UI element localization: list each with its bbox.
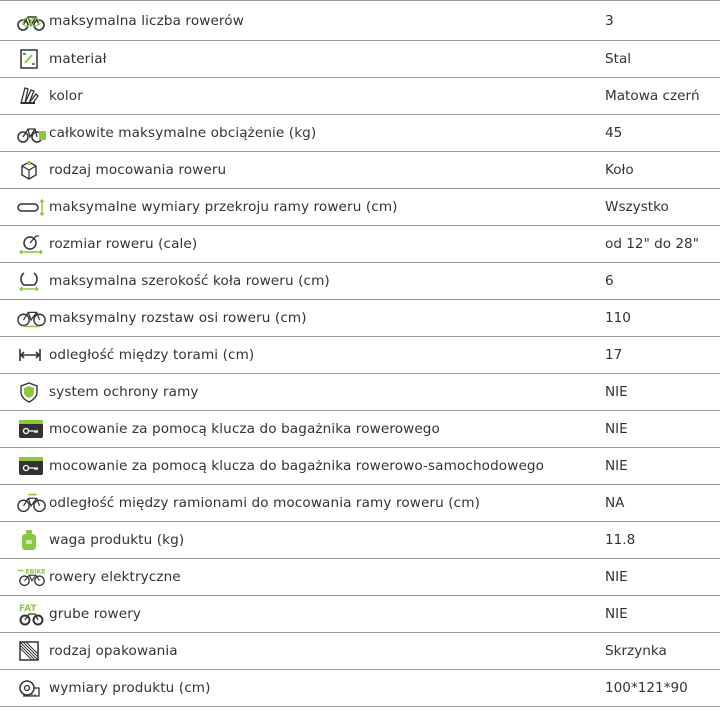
spec-value: Stal [605,51,632,67]
spec-label: rodzaj opakowania [49,643,178,659]
frame-tube-icon [17,195,47,219]
spec-value: Wszystko [605,199,669,215]
spec-value: Matowa czerń [605,88,700,104]
spec-label: materiał [49,51,107,67]
spec-row [0,152,720,189]
spec-value: Koło [605,162,634,178]
spec-row [0,0,720,41]
key-lock-car-icon [17,454,47,478]
spec-row [0,411,720,448]
spec-value: 100*121*90 [605,680,688,696]
spec-label: maksymalna szerokość koła roweru (cm) [49,273,330,289]
svg-text:FAT: FAT [19,604,37,614]
spec-label: maksymalna liczba rowerów [49,12,244,29]
spec-row [0,189,720,226]
spec-row [0,485,720,522]
spec-label: maksymalne wymiary przekroju ramy roweru (cm) [49,199,398,215]
spec-label: rodzaj mocowania roweru [49,162,227,178]
material-icon [17,47,47,71]
spec-row [0,226,720,263]
spec-label: maksymalny rozstaw osi roweru (cm) [49,310,307,326]
rail-distance-icon [17,343,47,367]
bike-weight-icon [17,121,47,145]
spec-row [0,374,720,411]
spec-value: 17 [605,347,623,363]
dimensions-icon [17,676,47,700]
ebike-icon [17,565,47,589]
key-lock-icon [17,417,47,441]
tire-width-icon [17,269,47,293]
spec-value: NIE [605,569,628,585]
spec-label: mocowanie za pomocą klucza do bagażnika rowerowego [49,421,440,437]
spec-row [0,559,720,596]
spec-value: NIE [605,606,628,622]
spec-value: NIE [605,384,628,400]
spec-label: rozmiar roweru (cale) [49,236,198,252]
fat-bike-icon [17,602,47,626]
spec-value: 3 [605,12,614,29]
spec-row [0,337,720,374]
spec-row [0,78,720,115]
spec-row [0,115,720,152]
svg-text:EBIKE: EBIKE [25,568,46,576]
mount-type-icon [17,158,47,182]
spec-value: od 12" do 28" [605,236,699,252]
spec-row [0,41,720,78]
color-palette-icon [17,84,47,108]
spec-value: 110 [605,310,631,326]
spec-label: waga produktu (kg) [49,532,185,548]
spec-value: 6 [605,273,614,289]
wheel-size-icon [17,232,47,256]
spec-label: kolor [49,88,83,104]
spec-label: całkowite maksymalne obciążenie (kg) [49,125,317,141]
spec-row [0,596,720,633]
spec-row [0,633,720,670]
product-weight-icon [17,528,47,552]
spec-value: NA [605,495,625,511]
spec-label: wymiary produktu (cm) [49,680,211,696]
spec-label: rowery elektryczne [49,569,181,585]
packaging-icon [17,639,47,663]
spec-label: odległość między torami (cm) [49,347,255,363]
spec-value: 11.8 [605,532,636,548]
spec-row [0,263,720,300]
spec-value: NIE [605,458,628,474]
spec-value: Skrzynka [605,643,667,659]
spec-value: NIE [605,421,628,437]
spec-value: 45 [605,125,623,141]
bike-count-icon [17,9,47,33]
spec-label: grube rowery [49,606,142,622]
spec-row [0,300,720,337]
spec-row [0,522,720,559]
wheelbase-icon [17,306,47,330]
frame-protection-icon [17,380,47,404]
spec-label: mocowanie za pomocą klucza do bagażnika rowerowo-samochodowego [49,458,545,474]
spec-row [0,670,720,707]
arm-distance-icon [17,491,47,515]
spec-label: odległość między ramionami do mocowania ramy roweru (cm) [49,495,480,511]
spec-label: system ochrony ramy [49,384,199,400]
spec-row [0,448,720,485]
